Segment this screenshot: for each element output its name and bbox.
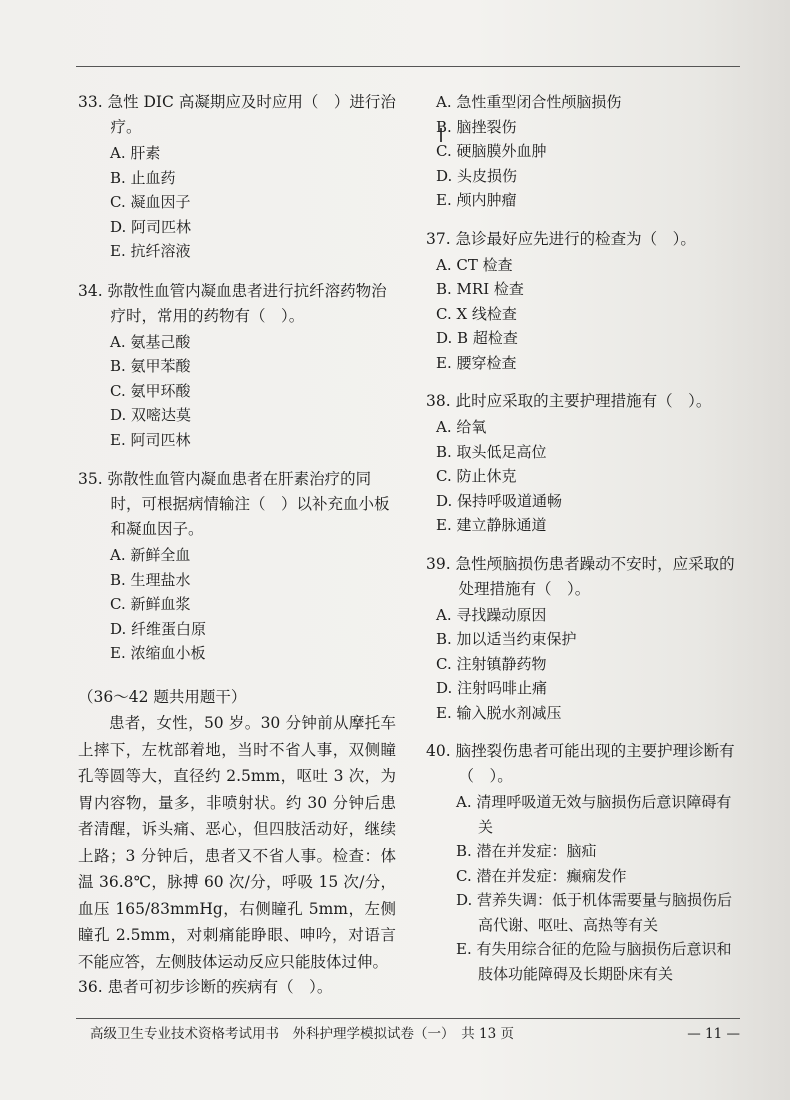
question-36 [78, 975, 396, 1000]
option-list [426, 90, 746, 213]
question-39 [426, 552, 746, 726]
option-b: B. 加以适当约束保护 [436, 630, 577, 648]
page-number: — 11 — [687, 1026, 740, 1042]
option-d: D. 纤维蛋白原 [110, 619, 207, 638]
option-a: A. 肝素 [110, 144, 161, 162]
option-d: D. 阿司匹林 [110, 217, 192, 236]
question-stem: 38. 此时应采取的主要护理措施有（ ）。 [426, 392, 712, 410]
option-c: C. 防止休克 [436, 467, 517, 485]
option-e: E. 阿司匹林 [110, 430, 191, 449]
option-c: C. 新鲜血浆 [110, 595, 191, 613]
question-stem: 40. 脑挫裂伤患者可能出现的主要护理诊断有（ ）。 [426, 742, 735, 785]
question-stem: 36. 患者可初步诊断的疾病有（ ）。 [78, 978, 333, 996]
option-a: A. 新鲜全血 [110, 546, 191, 564]
option-d: D. 营养失调：低于机体需要量与脑损伤后高代谢、呕吐、高热等有关 [456, 891, 733, 934]
option-c: C. 注射镇静药物 [436, 654, 547, 673]
footer-title: 高级卫生专业技术资格考试用书 外科护理学模拟试卷（一） 共 13 页 [90, 1026, 515, 1042]
option-list [78, 330, 396, 453]
option-d: D. 保持呼吸道通畅 [436, 491, 563, 510]
question-34 [78, 279, 396, 453]
question-40 [426, 739, 746, 986]
option-list [426, 415, 746, 538]
option-b: B. 脑挫裂伤 [436, 117, 517, 136]
option-a: A. 急性重型闭合性颅脑损伤 [436, 93, 622, 111]
right-column [426, 90, 746, 986]
question-33 [78, 90, 396, 264]
option-a: A. CT 检查 [436, 255, 513, 274]
option-c: C. 硬脑膜外血肿 [436, 142, 547, 160]
question-stem: 39. 急性颅脑损伤患者躁动不安时，应采取的处理措施有（ ）。 [426, 554, 735, 598]
question-stem: 33. 急性 DIC 高凝期应及时应用（ ）进行治疗。 [78, 93, 396, 136]
option-a: A. 清理呼吸道无效与脑损伤后意识障碍有关 [456, 793, 732, 836]
option-b: B. 止血药 [110, 168, 176, 187]
option-c: C. X 线检查 [436, 304, 517, 323]
question-37 [426, 227, 746, 376]
question-36-options [426, 90, 746, 213]
option-list [426, 790, 746, 986]
case-header: （36～42 题共用题干） [78, 687, 247, 706]
option-e: E. 有失用综合征的危险与脑损伤后意识和肢体功能障碍及长期卧床有关 [456, 940, 732, 983]
question-stem: 37. 急诊最好应先进行的检查为（ ）。 [426, 229, 696, 248]
option-c: C. 氨甲环酸 [110, 381, 191, 400]
option-e: E. 腰穿检查 [436, 353, 517, 372]
question-38 [426, 389, 746, 538]
option-list [426, 603, 746, 726]
option-e: E. 建立静脉通道 [436, 516, 547, 534]
question-35 [78, 467, 396, 666]
left-column [78, 90, 396, 1000]
option-d: D. 注射吗啡止痛 [436, 679, 548, 697]
option-e: E. 输入脱水剂减压 [436, 703, 562, 722]
option-d: D. 双嘧达莫 [110, 406, 192, 424]
case-block [78, 684, 396, 976]
question-stem: 35. 弥散性血管内凝血患者在肝素治疗的同时，可根据病情输注（ ）以补充血小板和凝血因子。 [78, 470, 390, 538]
page-footer [90, 1024, 740, 1044]
option-d: D. B 超检查 [436, 329, 518, 347]
option-a: A. 寻找躁动原因 [436, 605, 547, 624]
option-e: E. 浓缩血小板 [110, 644, 206, 662]
option-list [426, 253, 746, 376]
header-rule [76, 66, 740, 67]
footer-rule [76, 1018, 740, 1019]
option-b: B. 氨甲苯酸 [110, 357, 191, 375]
option-e: E. 颅内肿瘤 [436, 191, 517, 209]
option-e: E. 抗纤溶液 [110, 242, 191, 260]
option-a: A. 氨基己酸 [110, 332, 191, 351]
option-b: B. 生理盐水 [110, 570, 191, 589]
option-c: C. 凝血因子 [110, 193, 191, 211]
option-a: A. 给氧 [436, 418, 487, 436]
case-text: 患者，女性，50 岁。30 分钟前从摩托车上摔下，左枕部着地，当时不省人事，双侧瞳孔等圆等大，直径约 2.5mm，呕吐 3 次，为胃内容物，量多，非喷射状。约 30 分钟后患者清醒，诉头痛、恶心，但四肢活动好，继续上路；3 分钟后，患者又不省人事。检查：体温 36.8℃，脉搏 60 次/分，呼吸 15 次/分，血压 165/83mmHg，右侧瞳孔 5mm，左侧瞳孔 2.5mm，对刺痛能睁眼、呻吟，对语言不能应答，左侧肢体运动反应只能肢体过伸。 [78, 714, 396, 971]
question-stem: 34. 弥散性血管内凝血患者进行抗纤溶药物治疗时，常用的药物有（ ）。 [78, 281, 387, 325]
option-b: B. MRI 检查 [436, 280, 524, 298]
option-b: B. 潜在并发症：脑疝 [456, 842, 597, 860]
option-list [78, 543, 396, 666]
option-c: C. 潜在并发症：癫痫发作 [456, 866, 627, 885]
option-b: B. 取头低足高位 [436, 442, 547, 461]
option-d: D. 头皮损伤 [436, 166, 518, 185]
option-list [78, 141, 396, 264]
